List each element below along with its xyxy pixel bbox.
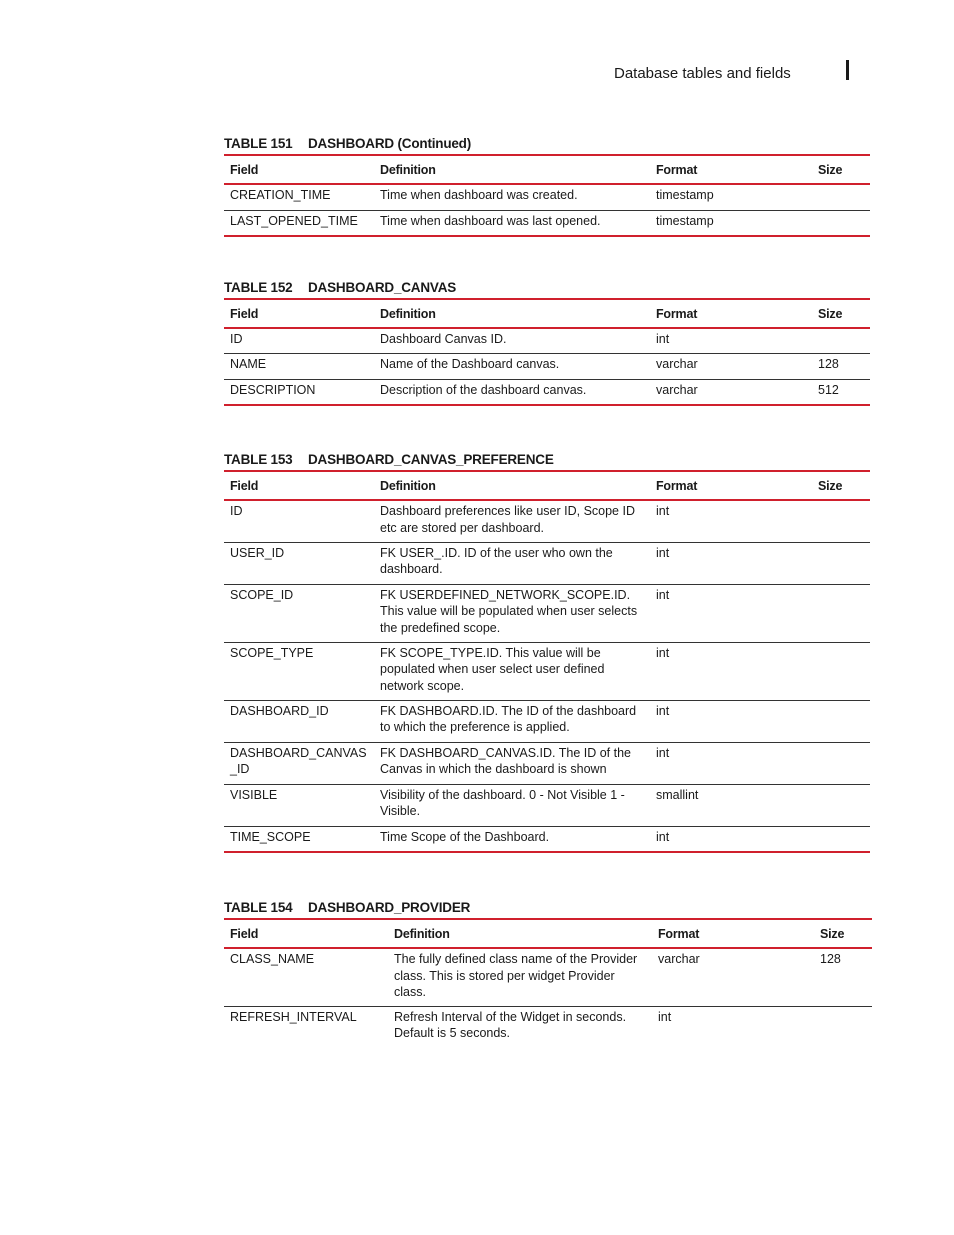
cell-field: DASHBOARD_CANVAS_ID <box>230 745 367 776</box>
cell-definition: Description of the dashboard canvas. <box>380 382 587 397</box>
column-header-format: Format <box>658 926 700 941</box>
table-154 <box>224 898 872 1048</box>
cell-definition: Visibility of the dashboard. 0 - Not Visible 1 - Visible. <box>380 787 625 818</box>
table-row <box>224 700 870 742</box>
cell-size <box>812 700 870 742</box>
column-header-definition: Definition <box>380 162 436 177</box>
table-row <box>224 826 870 852</box>
table-number: TABLE 152 <box>224 280 293 295</box>
header-marker-bar <box>846 60 849 80</box>
cell-definition: Dashboard Canvas ID. <box>380 332 507 346</box>
cell-field: LAST_OPENED_TIME <box>230 213 358 228</box>
table-row <box>224 328 870 353</box>
cell-definition: Name of the Dashboard canvas. <box>380 356 560 371</box>
table-caption <box>224 450 870 470</box>
cell-field: ID <box>230 504 243 518</box>
cell-format: timestamp <box>656 213 714 228</box>
cell-definition: Time Scope of the Dashboard. <box>380 829 550 844</box>
cell-format: int <box>656 703 670 718</box>
cell-definition: Time when dashboard was last opened. <box>380 213 601 228</box>
table-number: TABLE 153 <box>224 452 293 467</box>
table-row <box>224 500 870 542</box>
table-row <box>224 379 870 405</box>
table-152 <box>224 278 870 406</box>
table-title: DASHBOARD (Continued) <box>308 136 472 151</box>
cell-size <box>812 784 870 826</box>
table-number: TABLE 154 <box>224 900 293 915</box>
cell-size: 512 <box>818 382 839 397</box>
column-header-size: Size <box>818 162 843 177</box>
table-caption <box>224 898 872 918</box>
table-header-row <box>224 299 870 328</box>
column-header-field: Field <box>230 478 259 493</box>
cell-field: REFRESH_INTERVAL <box>230 1009 357 1024</box>
cell-definition: Time when dashboard was created. <box>380 188 578 202</box>
cell-definition: Refresh Interval of the Widget in seconds. Default is 5 seconds. <box>394 1009 627 1040</box>
cell-size <box>814 1006 872 1048</box>
cell-definition: FK SCOPE_TYPE.ID. This value will be populated when user select user defined network scope. <box>380 645 605 693</box>
table-row <box>224 210 870 236</box>
column-header-format: Format <box>656 478 698 493</box>
cell-field: DESCRIPTION <box>230 382 316 397</box>
cell-format: int <box>656 745 670 760</box>
table-caption <box>224 134 870 154</box>
column-header-definition: Definition <box>380 478 436 493</box>
table-row <box>224 584 870 642</box>
cell-format: int <box>656 587 670 602</box>
cell-size <box>812 328 870 353</box>
table-row <box>224 1006 872 1048</box>
table-caption <box>224 278 870 298</box>
table-row <box>224 542 870 584</box>
cell-field: TIME_SCOPE <box>230 829 311 844</box>
cell-size <box>812 542 870 584</box>
column-header-size: Size <box>820 926 845 941</box>
running-header-title: Database tables and fields <box>614 65 791 82</box>
cell-format: smallint <box>656 787 699 802</box>
table-row <box>224 742 870 784</box>
cell-field: VISIBLE <box>230 787 278 802</box>
cell-size <box>812 642 870 700</box>
table-header-row <box>224 919 872 948</box>
cell-field: SCOPE_ID <box>230 587 294 602</box>
column-header-field: Field <box>230 926 259 941</box>
cell-size <box>812 742 870 784</box>
column-header-field: Field <box>230 306 259 321</box>
cell-size <box>812 210 870 236</box>
column-header-definition: Definition <box>394 926 450 941</box>
cell-definition: FK USER_.ID. ID of the user who own the dashboard. <box>380 545 613 576</box>
data-table <box>224 918 872 1048</box>
table-row <box>224 784 870 826</box>
table-row <box>224 948 872 1006</box>
cell-size <box>812 826 870 852</box>
data-table <box>224 298 870 406</box>
cell-field: CREATION_TIME <box>230 188 331 202</box>
table-title: DASHBOARD_PROVIDER <box>308 900 471 915</box>
cell-format: int <box>656 545 670 560</box>
cell-definition: FK DASHBOARD.ID. The ID of the dashboard to which the preference is applied. <box>380 703 637 734</box>
table-151 <box>224 134 870 237</box>
cell-format: int <box>656 829 670 844</box>
table-title: DASHBOARD_CANVAS <box>308 280 457 295</box>
table-header-row <box>224 471 870 500</box>
cell-field: CLASS_NAME <box>230 952 315 966</box>
cell-field: SCOPE_TYPE <box>230 645 314 660</box>
cell-field: USER_ID <box>230 545 285 560</box>
cell-format: timestamp <box>656 188 714 202</box>
cell-definition: FK DASHBOARD_CANVAS.ID. The ID of the Canvas in which the dashboard is shown <box>380 745 632 776</box>
cell-definition: FK USERDEFINED_NETWORK_SCOPE.ID. This value will be populated when user selects the predefined scope. <box>380 587 638 635</box>
column-header-format: Format <box>656 162 698 177</box>
cell-format: varchar <box>656 356 698 371</box>
table-row <box>224 642 870 700</box>
cell-format: varchar <box>658 952 700 966</box>
cell-format: int <box>656 645 670 660</box>
table-row <box>224 353 870 379</box>
cell-field: NAME <box>230 356 267 371</box>
column-header-size: Size <box>818 478 843 493</box>
column-header-field: Field <box>230 162 259 177</box>
cell-format: int <box>658 1009 672 1024</box>
cell-format: int <box>656 504 670 518</box>
table-row <box>224 184 870 210</box>
column-header-size: Size <box>818 306 843 321</box>
data-table <box>224 470 870 853</box>
table-153 <box>224 450 870 853</box>
cell-size <box>812 584 870 642</box>
cell-format: varchar <box>656 382 698 397</box>
table-header-row <box>224 155 870 184</box>
cell-definition: Dashboard preferences like user ID, Scope ID etc are stored per dashboard. <box>380 504 635 535</box>
data-table <box>224 154 870 237</box>
cell-size: 128 <box>818 356 839 371</box>
table-number: TABLE 151 <box>224 136 293 151</box>
cell-size <box>812 500 870 542</box>
cell-size <box>812 184 870 210</box>
cell-definition: The fully defined class name of the Provider class. This is stored per widget Provider class. <box>394 952 638 999</box>
cell-field: DASHBOARD_ID <box>230 703 329 718</box>
column-header-format: Format <box>656 306 698 321</box>
table-title: DASHBOARD_CANVAS_PREFERENCE <box>308 452 554 467</box>
cell-format: int <box>656 332 670 346</box>
cell-field: ID <box>230 332 243 346</box>
column-header-definition: Definition <box>380 306 436 321</box>
cell-size: 128 <box>820 952 841 966</box>
